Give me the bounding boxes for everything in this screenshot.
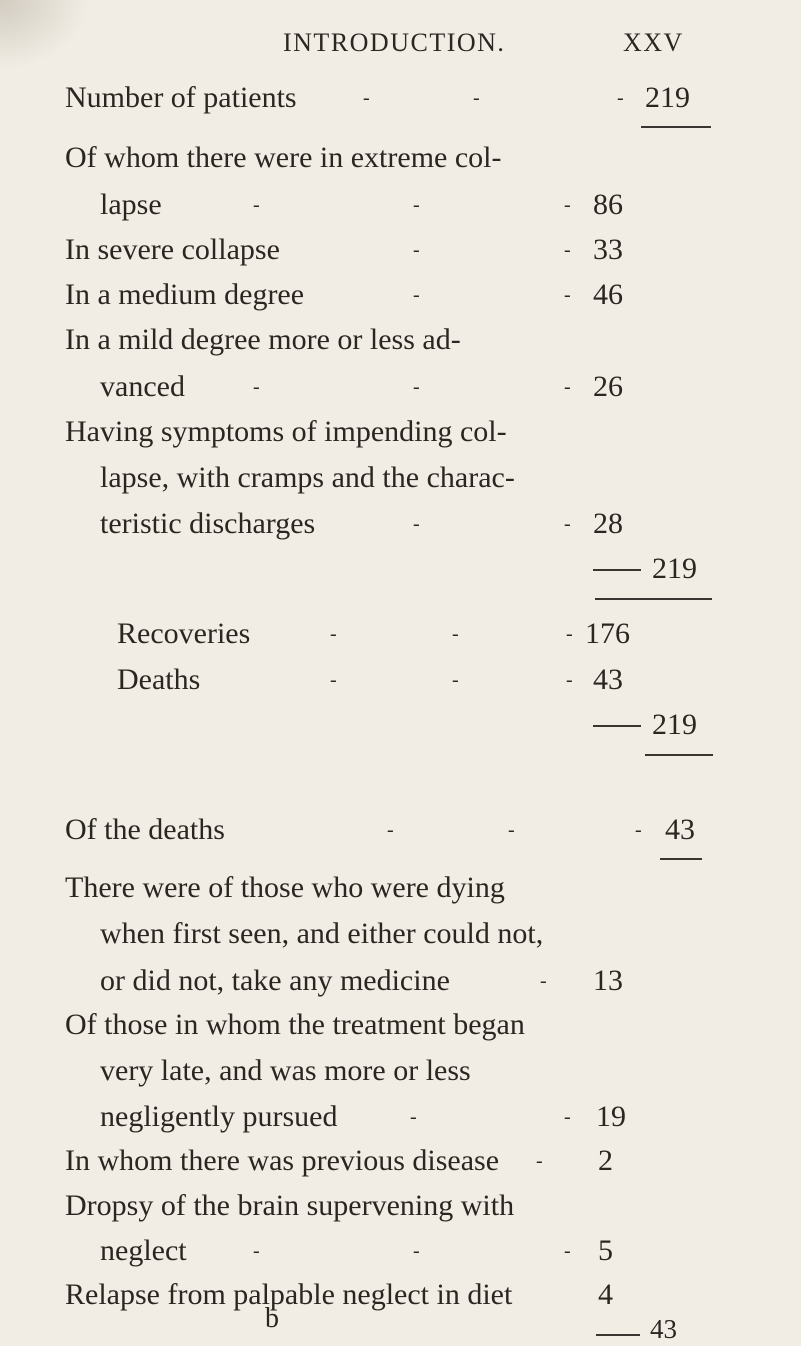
leader-dash: - — [635, 819, 642, 841]
total-rule — [660, 858, 702, 860]
leader-dash: - — [387, 819, 394, 841]
condition-value: 86 — [593, 188, 623, 221]
page-corner-shadow — [0, 0, 90, 70]
cause-value: 4 — [598, 1278, 613, 1311]
leader-dash: - — [536, 1150, 543, 1172]
condition-label-line: In a mild degree more or less ad- — [65, 323, 461, 356]
patients-total: 219 — [645, 81, 690, 114]
leader-dash: - — [617, 87, 624, 109]
condition-value: 26 — [593, 370, 623, 403]
outcome-label: Deaths — [117, 663, 201, 696]
leader-dash: - — [564, 1106, 571, 1128]
cause-label: negligently pursued — [100, 1100, 338, 1133]
cause-label-line: very late, and was more or less — [100, 1054, 471, 1087]
condition-label: lapse — [100, 188, 162, 221]
leader-dash: - — [410, 1106, 417, 1128]
outcome-label: Recoveries — [117, 617, 251, 650]
leader-dash: - — [564, 1240, 571, 1262]
cause-label: Relapse from palpable neglect in diet — [65, 1278, 513, 1311]
leader-dash: - — [330, 623, 337, 645]
leader-dash: - — [413, 194, 420, 216]
leader-dash: - — [253, 376, 260, 398]
cause-label-line: There were of those who were dying — [65, 871, 505, 904]
leader-dash: - — [564, 376, 571, 398]
leader-dash: - — [363, 87, 370, 109]
cause-label: In whom there was previous disease — [65, 1144, 500, 1177]
condition-label: teristic discharges — [100, 507, 316, 540]
cause-value: 2 — [598, 1144, 613, 1177]
cause-label-line: when first seen, and either could not, — [100, 917, 544, 950]
leader-dash: - — [452, 669, 459, 691]
total-rule — [645, 754, 713, 756]
cause-value: 5 — [598, 1234, 613, 1267]
leader-dash: - — [566, 669, 573, 691]
leader-dash: - — [473, 87, 480, 109]
sum-rule — [593, 569, 641, 571]
patients-label: Number of patients — [65, 81, 297, 114]
cause-label: neglect — [100, 1234, 187, 1267]
sum-rule — [596, 1334, 640, 1336]
leader-dash: - — [508, 819, 515, 841]
leader-dash: - — [413, 513, 420, 535]
leader-dash: - — [564, 513, 571, 535]
cause-label-line: Dropsy of the brain supervening with — [65, 1189, 515, 1222]
leader-dash: - — [566, 623, 573, 645]
leader-dash: - — [330, 669, 337, 691]
conditions-intro: Of whom there were in extreme col- — [65, 141, 502, 174]
deaths-total: 43 — [665, 813, 695, 846]
total-rule — [595, 598, 712, 600]
total-rule — [641, 126, 711, 128]
cause-value: 13 — [593, 964, 623, 997]
condition-label: In a medium degree — [65, 278, 305, 311]
condition-value: 33 — [593, 233, 623, 266]
leader-dash: - — [452, 623, 459, 645]
leader-dash: - — [564, 284, 571, 306]
condition-label-line: lapse, with cramps and the charac- — [100, 461, 515, 494]
leader-dash: - — [413, 376, 420, 398]
condition-label-line: Having symptoms of impending col- — [65, 415, 507, 448]
condition-label: vanced — [100, 370, 185, 403]
cause-label: or did not, take any medicine — [100, 964, 450, 997]
signature-mark: b — [265, 1303, 279, 1334]
running-head: INTRODUCTION. — [283, 28, 506, 57]
deaths-label: Of the deaths — [65, 813, 225, 846]
leader-dash: - — [540, 970, 547, 992]
leader-dash: - — [413, 284, 420, 306]
condition-label: In severe collapse — [65, 233, 280, 266]
conditions-total: 219 — [652, 552, 697, 585]
outcomes-total: 219 — [652, 708, 697, 741]
leader-dash: - — [413, 1240, 420, 1262]
cause-label-line: Of those in whom the treatment began — [65, 1008, 525, 1041]
leader-dash: - — [253, 1240, 260, 1262]
leader-dash: - — [253, 194, 260, 216]
leader-dash: - — [564, 239, 571, 261]
condition-value: 28 — [593, 507, 623, 540]
cause-value: 19 — [596, 1100, 626, 1133]
outcome-value: 176 — [585, 617, 630, 650]
outcome-value: 43 — [593, 663, 623, 696]
causes-total: 43 — [650, 1314, 677, 1344]
page-number: XXV — [623, 28, 684, 57]
condition-value: 46 — [593, 278, 623, 311]
leader-dash: - — [564, 194, 571, 216]
sum-rule — [593, 725, 641, 727]
leader-dash: - — [413, 239, 420, 261]
